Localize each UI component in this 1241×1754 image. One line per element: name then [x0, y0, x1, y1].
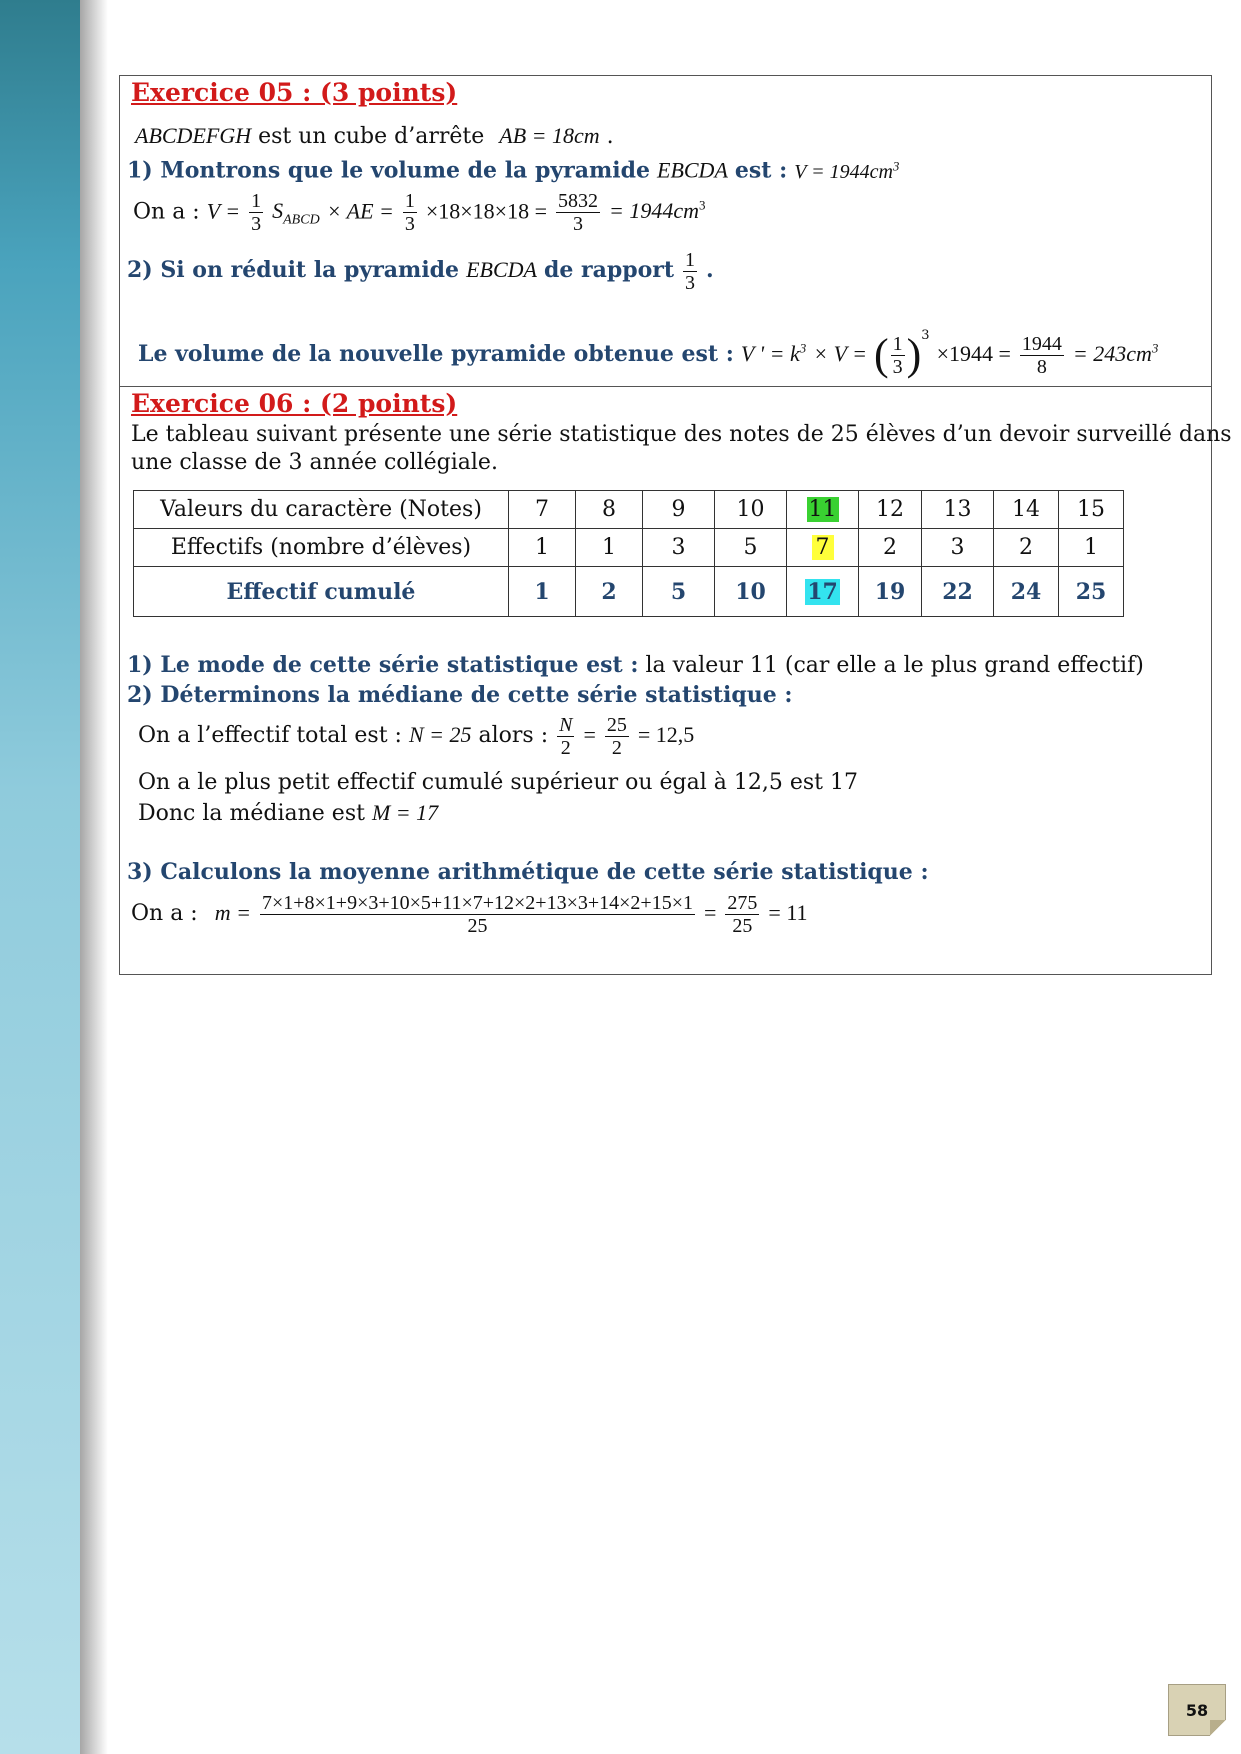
table-cell: 1 — [576, 529, 643, 567]
table-cell: 10 — [715, 567, 787, 617]
ex6-question-1: 1) Le mode de cette série statistique est : la valeur 11 (car elle a le plus grand effectif) — [127, 652, 1144, 678]
row-label: Valeurs du caractère (Notes) — [134, 491, 509, 529]
ex5-cube-line: ABCDEFGH est un cube d’arrête AB = 18cm . — [135, 123, 614, 149]
table-cell: 3 — [922, 529, 994, 567]
table-cell — [787, 491, 859, 529]
table-cell: 3 — [643, 529, 715, 567]
table-cell — [787, 567, 859, 617]
table-cell: 10 — [715, 491, 787, 529]
ex6-median-line-3: Donc la médiane est M = 17 — [138, 800, 439, 826]
side-band — [0, 0, 80, 1754]
table-cell: 5 — [715, 529, 787, 567]
ex5-question-1: 1) Montrons que le volume de la pyramide EBCDA est : $V = 1944cm^3$ — [127, 157, 900, 184]
exercise-06-title: Exercice 06 : (2 points) — [131, 389, 458, 418]
fraction-1944-8: $\frac{1944}{8}$ — [1021, 332, 1062, 378]
table-cell: 19 — [859, 567, 922, 617]
table-cell: 8 — [576, 491, 643, 529]
table-cell: 9 — [643, 491, 715, 529]
exercise-05-title: Exercice 05 : (3 points) — [131, 78, 458, 107]
table-row-effectifs — [134, 529, 1124, 567]
table-cell: 5 — [643, 567, 715, 617]
table-cell: 25 — [1059, 567, 1124, 617]
highlight-max-effectif: 7 — [812, 535, 834, 560]
highlight-median-cumule: 17 — [807, 578, 838, 605]
ex6-intro-line-1: Le tableau suivant présente une série statistique des notes de 25 élèves d’un devoir surveillé dans — [131, 422, 1232, 447]
table-cell: 15 — [1059, 491, 1124, 529]
fraction-5832-3: $\frac{5832}{3}$ — [558, 189, 598, 235]
table-cell: 1 — [509, 567, 576, 617]
table-cell: 2 — [859, 529, 922, 567]
table-cell: 14 — [994, 491, 1059, 529]
table-cell: 22 — [922, 567, 994, 617]
fraction-weighted-sum: $\frac{7\times 1+8\times 1+9\times 3+10\times 5+11\times 7+12\times 2+13\times 3+14\times 2+15\times 1}{25}$ — [261, 891, 693, 937]
row-label: Effectif cumulé — [134, 567, 509, 617]
table-cell: 13 — [922, 491, 994, 529]
row-label: Effectifs (nombre d’élèves) — [134, 529, 509, 567]
table-cell: 7 — [509, 491, 576, 529]
fraction-one-third: $\frac{1}{3}$ — [251, 189, 262, 235]
ex6-mean-calc: On a : m = $\frac{7\times 1+8\times 1+9\times 3+10\times 5+11\times 7+12\times 2+13\times 3+14\times 2+15\times 1}{25}$ = $\frac{275}{25}$ = 11 — [131, 891, 808, 937]
ex6-median-line-2: On a le plus petit effectif cumulé supérieur ou égal à 12,5 est 17 — [138, 770, 859, 795]
fraction-one-third: $\frac{1}{3}$ — [404, 189, 415, 235]
table-row-values — [134, 491, 1124, 529]
side-band-shadow — [80, 0, 108, 1754]
table-cell: 1 — [509, 529, 576, 567]
fraction-one-third: $\frac{1}{3}$ — [685, 248, 696, 294]
table-cell: 12 — [859, 491, 922, 529]
ex6-question-2: 2) Déterminons la médiane de cette série statistique : — [127, 682, 793, 708]
table-cell — [787, 529, 859, 567]
table-cell: 2 — [994, 529, 1059, 567]
ex5-volume-calc: On a : V = $\frac{1}{3}$ $S_{ABCD}$ × AE = $\frac{1}{3}$ ×18×18×18 = $\frac{5832}{3}$ = $1944cm^3$ — [133, 189, 706, 235]
ex5-new-volume: Le volume de la nouvelle pyramide obtenue est : V ' = $k^3 \times V$ = ( $\frac{1}{3}$ )$^3$ ×1944 = $\frac{1944}{8}$ = $243cm^3$ — [138, 328, 1159, 379]
table-cell: 2 — [576, 567, 643, 617]
fraction-275-25: $\frac{275}{25}$ — [727, 891, 758, 937]
table-cell: 24 — [994, 567, 1059, 617]
ex6-question-3: 3) Calculons la moyenne arithmétique de cette série statistique : — [127, 859, 929, 885]
fraction-N-2: $\frac{N}{2}$ — [559, 713, 573, 759]
ex6-intro-line-2: une classe de 3 année collégiale. — [131, 450, 498, 475]
highlight-mode-value: 11 — [808, 497, 837, 522]
fraction-25-2: $\frac{25}{2}$ — [606, 713, 627, 759]
ex5-question-2: 2) Si on réduit la pyramide EBCDA de rapport $\frac{1}{3}$ . — [127, 248, 714, 294]
table-cell: 1 — [1059, 529, 1124, 567]
statistics-table — [133, 490, 1124, 617]
page-number: 58 — [1168, 1684, 1226, 1736]
ex6-median-line-1: On a l’effectif total est : N = 25 alors : $\frac{N}{2}$ = $\frac{25}{2}$ = 12,5 — [138, 713, 695, 759]
table-row-cumules — [134, 567, 1124, 617]
fraction-one-third: $\frac{1}{3}$ — [892, 332, 903, 378]
